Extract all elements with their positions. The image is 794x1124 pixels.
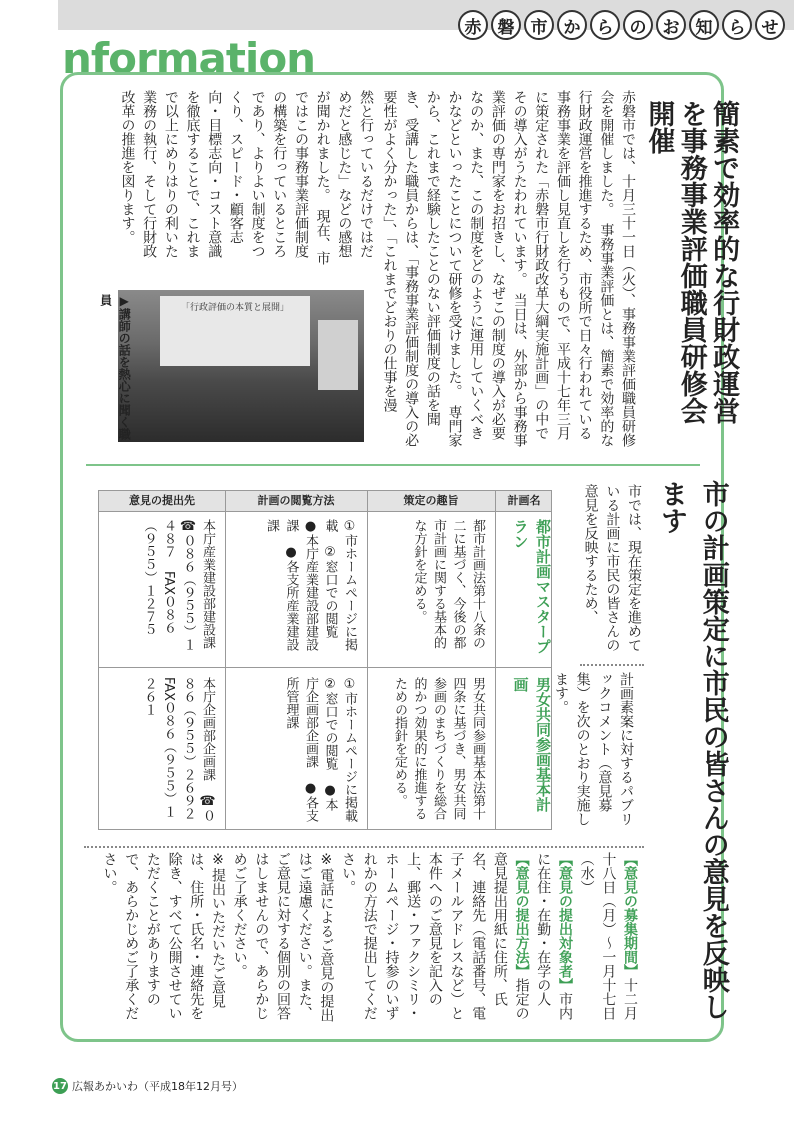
period-value: 十二月十八日（月）〜一月十七日（水）: [578, 852, 638, 1020]
projector-screen: [160, 296, 310, 366]
plan-table: [98, 490, 552, 835]
chip-char: ら: [590, 10, 620, 40]
method-value: 指定の意見提出用紙に住所、氏名、連絡先（電話番号、電子メールアドレスなど）と本件へのご意見を記入の上、郵送・ファクシミリ・ホームページ・持参のいずれかの方法で提出してください。: [340, 852, 530, 1020]
target-value: 市内に在住・在勤・在学の人: [535, 852, 573, 1020]
intro-dotted-divider: [580, 664, 644, 666]
article2-title: 市の計画策定に市民の皆さんの意見を反映します: [655, 480, 729, 1020]
table-col-line: [367, 491, 368, 829]
th-submit-to: 意見の提出先: [129, 494, 195, 507]
table-col-line: [225, 491, 226, 829]
th-view-method: 計画の閲覧方法: [257, 494, 335, 507]
th-plan-name: 計画名: [507, 494, 541, 507]
page-footer: [52, 1078, 243, 1094]
table-col-line: [495, 491, 496, 829]
training-photo: [118, 290, 364, 442]
whiteboard: [318, 320, 358, 390]
row2-plan-name: 男女共同参画基本計画: [511, 677, 552, 812]
period-label: 【意見の募集期間】: [622, 852, 638, 978]
chip-char: 知: [689, 10, 719, 40]
chip-char: 赤: [458, 10, 488, 40]
information-logo: nformation: [62, 34, 316, 83]
row1-purpose: 都市計画法第十八条の二に基づく、今後の都市計画に関する基本的な方針を定める。: [411, 519, 485, 649]
section-chips: [458, 10, 785, 40]
chip-char: の: [623, 10, 653, 40]
article2-details: [96, 852, 640, 1032]
row2-purpose: 男女共同参画基本法第十四条に基づき、男女共同参画のまちづくりを総合的かつ効果的に推進するための指針を定める。: [392, 677, 485, 820]
publication-name: 広報あかいわ（平成18年12月号）: [72, 1080, 243, 1093]
th-purpose: 策定の趣旨: [403, 494, 459, 507]
row1-view: ①市ホームページに掲載 ②窓口での閲覧 ●本庁産業建設部建設課 ●各支所産業建設課: [264, 519, 357, 651]
chip-char: お: [656, 10, 686, 40]
table-row-line: [99, 667, 551, 668]
row2-view: ①市ホームページに掲載 ②窓口での閲覧 ●本庁企画部企画課 ●各支所管理課: [283, 677, 357, 835]
note-publication: ※提出いただいたご意見は、住所・氏名・連絡先を除き、すべて公開させていただくことがありますので、あらかじめご了承ください。: [101, 852, 226, 1020]
row1-submit: 本庁産業建設部建設課 ☎０８６（９５５）１４８７ FAX０８６（９５５）１２７５: [141, 519, 215, 662]
chip-char: か: [557, 10, 587, 40]
chip-char: せ: [755, 10, 785, 40]
section-divider: [86, 464, 700, 466]
top-band-gap: [0, 0, 58, 30]
article1-body-a: 赤磐市では、十月三十一日（火）、事務事業評価職員研修会を開催しました。 事務事業評価とは、簡素で効率的な行財政運営を推進するため、市役所で日々行われている事務事業を評価し見直しを行うもので、平成十七年三月に策定された「赤磐市行財政改革大綱実施計画」の中でその導入がうたわれています。 当日は、外部から事務事業評価の専門家をお招きし、なぜこの制度の導入が必要なのか、また、この制度をどのように運用していくべきかなどといったことについて研修を受けました。 専門家から、これまで経験したことのない評価制度の話を聞き、受講した職員からは、「事務事業評価制度の導入の必要性がよく分かった」、「これまでどおりの仕事を漫: [381, 90, 636, 447]
screen-text: 「行政評価の本質と展開」: [180, 303, 289, 313]
lower-dotted-divider: [84, 846, 644, 848]
article1-title: 簡素で効率的な行財政運営を事務事業評価職員研修会開催: [643, 100, 740, 424]
article2-intro-2: 計画素案に対するパブリックコメント（意見募集）を次のとおり実施します。: [552, 672, 634, 826]
chip-char: 磐: [491, 10, 521, 40]
target-label: 【意見の提出対象者】: [556, 852, 573, 992]
note-phone: ※電話によるご意見の提出はご遠慮ください。また、ご意見に対する個別の回答はしませんので、あらかじめご了承ください。: [231, 852, 335, 1022]
chip-char: 市: [524, 10, 554, 40]
article2-intro: 市では、現在策定を進めている計画に市民の皆さんの意見を反映するため、: [582, 484, 642, 652]
photo-caption: ▶講師の話を熱心に聞く職員: [98, 294, 132, 440]
row1-plan-name: 都市計画マスタープラン: [511, 519, 552, 654]
row2-submit: 本庁企画部企画課 ☎０８６（９５５）２６９２ FAX０８６（９５５）１２６１: [141, 677, 215, 833]
chip-char: ら: [722, 10, 752, 40]
page-number: 17: [52, 1078, 68, 1094]
method-label: 【意見の提出方法】: [513, 852, 530, 978]
article1-body-b: 然と行っているだけではだめだと感じた」などの感想が聞かれました。 現在、市ではこの事務事業評価制度の構築を行っているところであり、よりよい制度をつくり、スピード・顧客志向・目標志向・コスト意識を徹底することで、これまで以上にめりはりの利いた業務の執行、そして行財政改革の推進を図ります。: [119, 90, 374, 265]
